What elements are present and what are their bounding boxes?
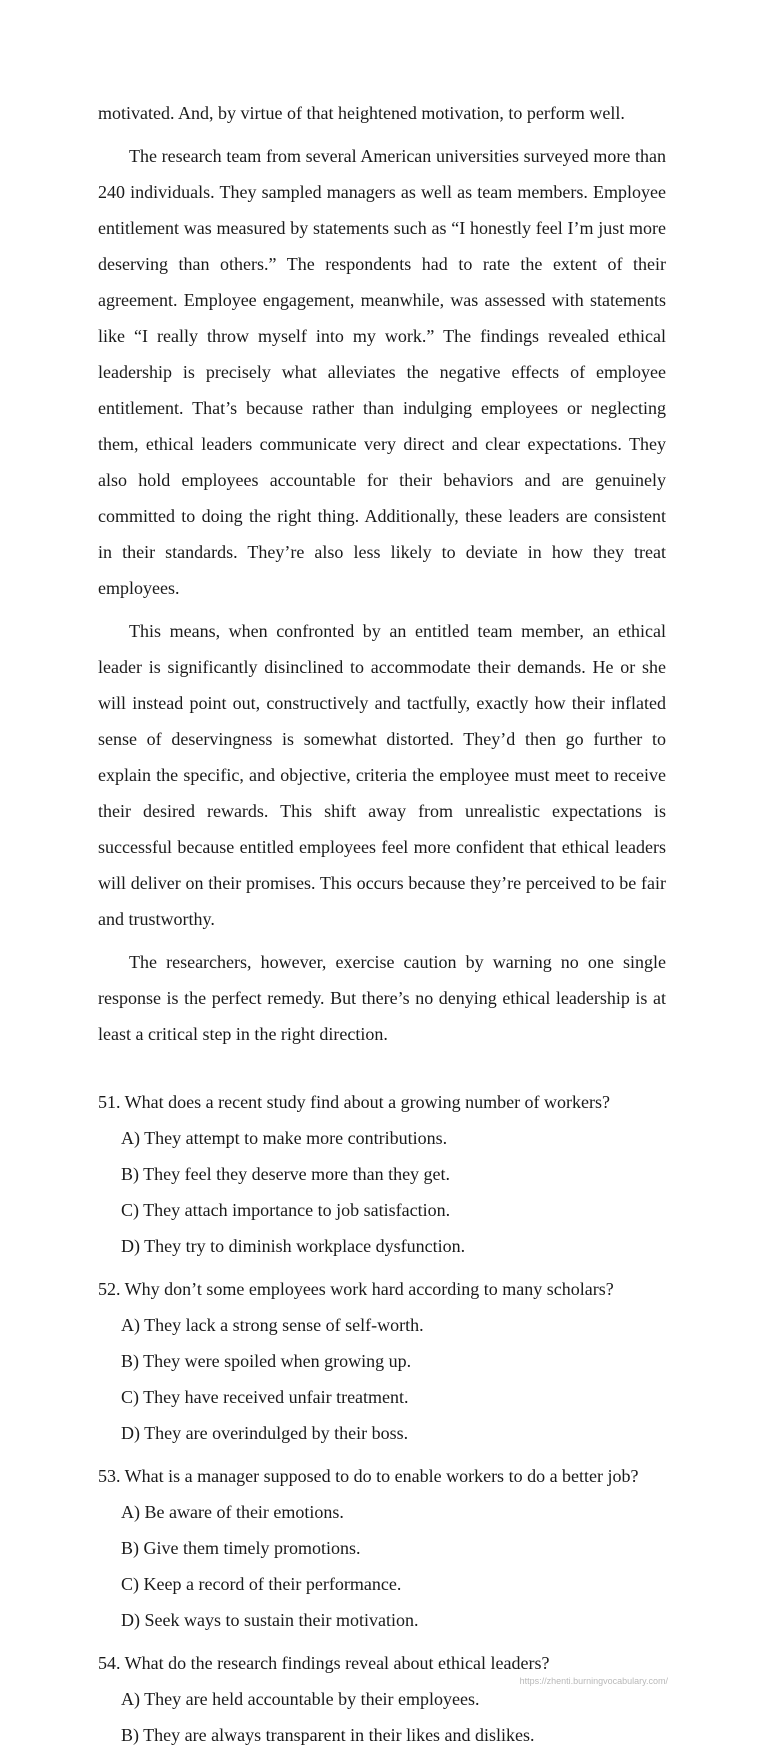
- passage-paragraph: The researchers, however, exercise caution by warning no one single response is the perfect remedy. But there’s no denying ethical leadership is at least a critical step in the right direction.: [98, 952, 666, 1044]
- question-52: [98, 1271, 666, 1451]
- answer-option: B) They feel they deserve more than they get.: [121, 1164, 451, 1184]
- question-51: [98, 1084, 666, 1264]
- question-list: [98, 1084, 666, 1753]
- question-stem: 51. What does a recent study find about a growing number of workers?: [98, 1092, 611, 1112]
- question-53: [98, 1458, 666, 1638]
- question-stem: 52. Why don’t some employees work hard according to many scholars?: [98, 1279, 614, 1299]
- answer-option: D) They try to diminish workplace dysfunction.: [121, 1236, 466, 1256]
- answer-option: B) Give them timely promotions.: [121, 1538, 361, 1558]
- answer-option: B) They were spoiled when growing up.: [121, 1351, 412, 1371]
- passage-paragraph: motivated. And, by virtue of that heightened motivation, to perform well.: [98, 103, 625, 123]
- question-54: [98, 1645, 666, 1753]
- watermark-url: https://zhenti.burningvocabulary.com/: [519, 1676, 668, 1686]
- answer-option: A) Be aware of their emotions.: [121, 1502, 344, 1522]
- answer-option: C) Keep a record of their performance.: [121, 1574, 402, 1594]
- document-page: [98, 95, 666, 1760]
- answer-option: A) They are held accountable by their employees.: [121, 1689, 480, 1709]
- answer-option: A) They lack a strong sense of self-worth.: [121, 1315, 424, 1335]
- reading-passage: [98, 95, 666, 1052]
- question-stem: 54. What do the research findings reveal about ethical leaders?: [98, 1653, 550, 1673]
- answer-option: D) Seek ways to sustain their motivation.: [121, 1610, 419, 1630]
- answer-option: A) They attempt to make more contributions.: [121, 1128, 448, 1148]
- passage-paragraph: The research team from several American universities surveyed more than 240 individuals. They sampled managers as well as team members. Employee entitlement was measured by statements such as “I honestly feel I’m just more deserving than others.” The respondents had to rate the extent of their agreement. Employee engagement, meanwhile, was assessed with statements like “I really throw myself into my work.” The findings revealed ethical leadership is precisely what alleviates the negative effects of employee entitlement. That’s because rather than indulging employees or neglecting them, ethical leaders communicate very direct and clear expectations. They also hold employees accountable for their behaviors and are genuinely committed to doing the right thing. Additionally, these leaders are consistent in their standards. They’re also less likely to deviate in how they treat employees.: [98, 146, 666, 598]
- answer-option: D) They are overindulged by their boss.: [121, 1423, 409, 1443]
- answer-option: B) They are always transparent in their likes and dislikes.: [121, 1725, 535, 1745]
- answer-option: C) They attach importance to job satisfaction.: [121, 1200, 451, 1220]
- passage-paragraph: This means, when confronted by an entitled team member, an ethical leader is significantly disinclined to accommodate their demands. He or she will instead point out, constructively and tactfully, exactly how their inflated sense of deservingness is somewhat distorted. They’d then go further to explain the specific, and objective, criteria the employee must meet to receive their desired rewards. This shift away from unrealistic expectations is successful because entitled employees feel more confident that ethical leaders will deliver on their promises. This occurs because they’re perceived to be fair and trustworthy.: [98, 621, 666, 929]
- answer-option: C) They have received unfair treatment.: [121, 1387, 409, 1407]
- question-stem: 53. What is a manager supposed to do to enable workers to do a better job?: [98, 1466, 639, 1486]
